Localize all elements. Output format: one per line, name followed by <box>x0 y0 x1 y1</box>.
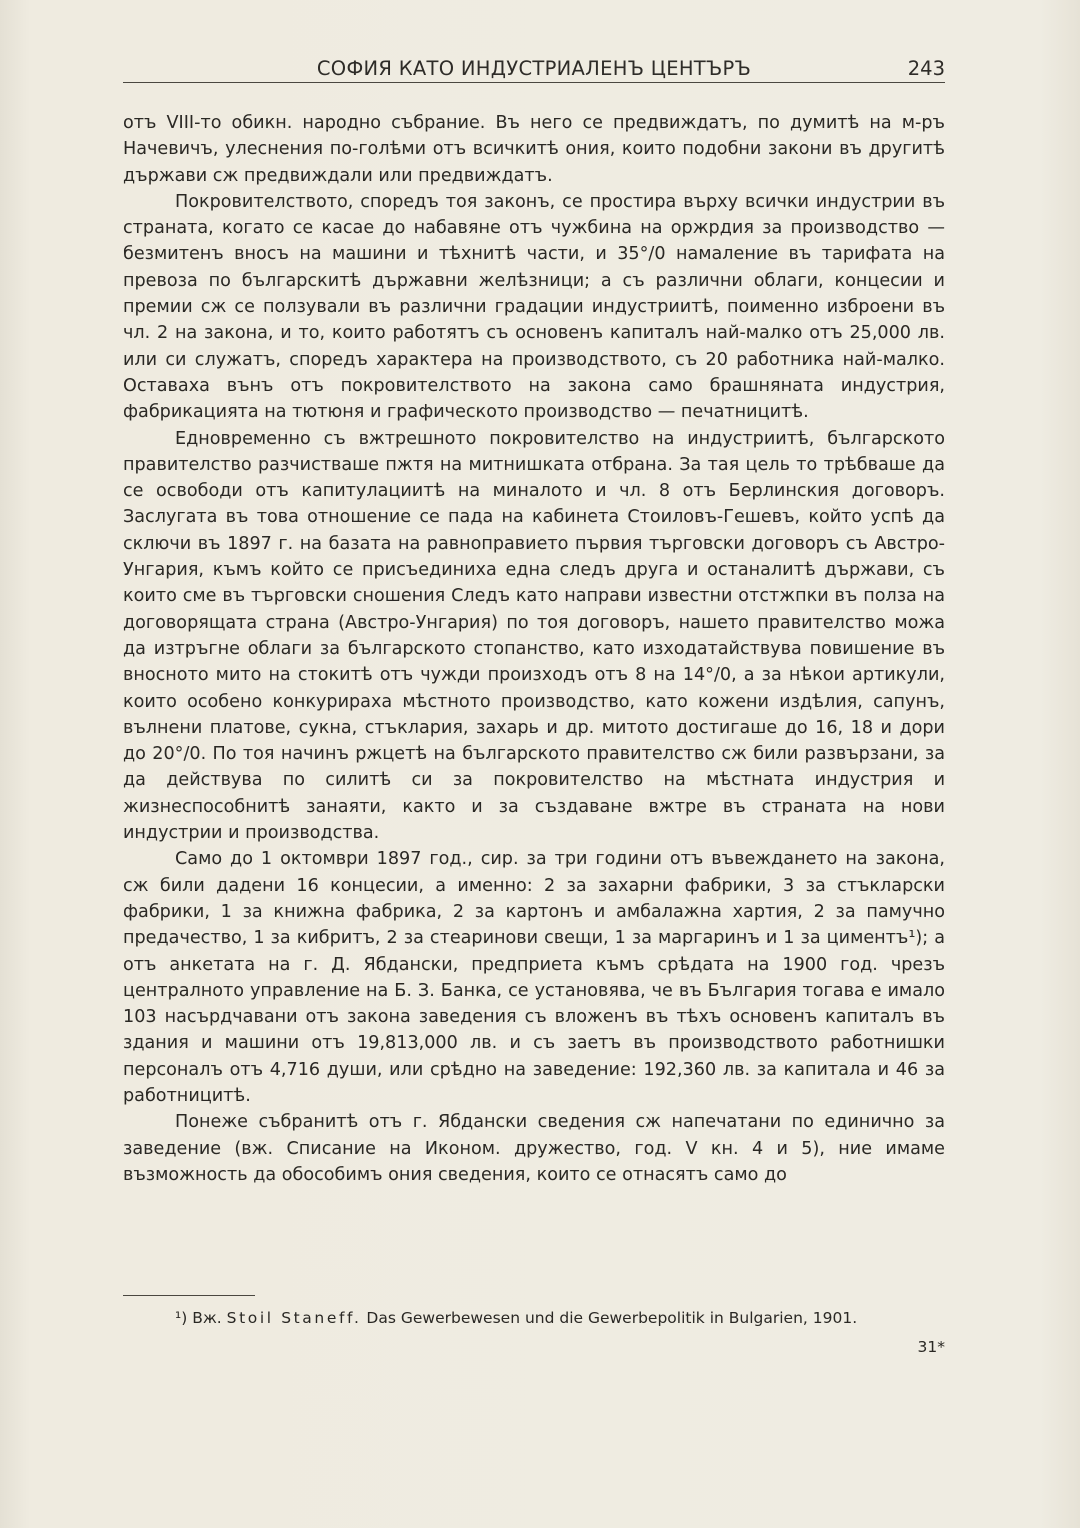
paragraph-trade-treaty: Едновременно съ вжтрешното покровителство на индустриитѣ, българското правителство разчистваше пжтя на митнишката отбрана. За тая цель то трѣбваше да се освободи отъ капитулациитѣ на миналото и чл. 8 отъ Берлинския договоръ. Заслугата въ това отношение се пада на кабинета Стоиловъ-Гешевъ, който успѣ да сключи въ 1897 г. на базата на равноправието първия търговски договоръ съ Австро-Унгария, къмъ който се присъединиха една следъ друга и останалитѣ държави, съ които сме въ търговски сношения Следъ като направи известни отстжпки въ полза на договорящата страна (Австро-Унгария) по тоя договоръ, нашето правителство можа да изтръгне облаги за българското стопанство, като изходатайствува повишение въ вносното мито на стокитѣ отъ чужди произходъ отъ 8 на 14°/0, а за нѣкои артикули, които особено конкурираха мѣстното производство, като кожени издѣлия, сапунъ, вълнени платове, сукна, стъклария, захарь и др. митото достигаше до 16, 18 и дори до 20°/0. По тоя начинъ ржцетѣ на българското правителство сж били развързани, за да действува по силитѣ си за покровителство на мѣстната индустрия и жизнеспособнитѣ занаяти, както и за създаване вжтре въ страната на нови индустрии и производства. <box>123 428 945 844</box>
footnote-author: Stoil Staneff. <box>226 1309 362 1327</box>
footnote <box>123 1307 945 1329</box>
running-title: СОФИЯ КАТО ИНДУСТРИАЛЕНЪ ЦЕНТЪРЪ <box>316 57 752 80</box>
paragraph-protection-scope: Покровителството, споредъ тоя законъ, се простира върху всички индустрии въ страната, когато се касае до набавяне отъ чужбина на оржрдия за производство — безмитенъ вносъ на машини и тѣхнитѣ части, и 35°/0 намаление въ тарифата на превоза по българскитѣ държавни желѣзници; а съ различни облаги, концесии и премии сж се ползували въ различни градации индустриитѣ, поименно изброени въ чл. 2 на закона, и то, които работятъ съ основенъ капиталъ най-малко отъ 25,000 лв. или си служатъ, споредъ характера на производството, съ 20 работника най-малко. Оставаха вънъ отъ покровителството на закона само брашняната индустрия, фабрикацията на тютюня и графическото производство — печатницитѣ. <box>123 191 945 423</box>
paragraph-survey-data: Понеже събранитѣ отъ г. Ябдански сведения сж напечатани по единично за заведение (вж. Списание на Иконом. дружество, год. V кн. 4 и 5), ние имаме възможность да обособимъ ония сведения, които се отнасятъ само до <box>123 1112 945 1185</box>
page-header <box>123 56 945 83</box>
footnote-text: Das Gewerbewesen und die Gewerbepolitik in Bulgarien, 1901. <box>366 1309 858 1327</box>
paragraph-concessions: Само до 1 октомври 1897 год., сир. за три години отъ въвеждането на закона, сж били дадени 16 концесии, а именно: 2 за захарни фабрики, 3 за стъкларски фабрики, 1 за книжна фабрика, 2 за картонъ и амбалажна хартия, 2 за памучно предачество, 1 за кибритъ, 2 за стеаринови свещи, 1 за маргаринъ и 1 за циментъ¹); а отъ анкетата на г. Д. Ябдански, предприета къмъ срѣдата на 1900 год. чрезъ централното управление на Б. З. Банка, се установява, че въ България тогава е имало 103 насърдчавани отъ закона заведения съ вложенъ въ тѣхъ основенъ капиталъ въ здания и машини отъ 19,813,000 лв. и съ заетъ въ производството работнишки персоналъ отъ 4,716 души, или срѣдно на заведение: 192,360 лв. за капитала и 46 за работницитѣ. <box>123 849 945 1106</box>
footnote-divider <box>123 1295 255 1296</box>
printer-signature-mark: 31* <box>917 1338 945 1356</box>
footnote-marker: ¹) Вж. <box>175 1309 222 1327</box>
page-number: 243 <box>907 57 945 80</box>
paragraph-continuation: отъ VIII-то обикн. народно събрание. Въ него се предвиждатъ, по думитѣ на м-ръ Начевичъ, улеснения по-голѣми отъ всичкитѣ ония, които подобни закони въ другитѣ държави сж предвиждали или предвиждатъ. <box>123 113 945 186</box>
body-text <box>123 110 945 1188</box>
